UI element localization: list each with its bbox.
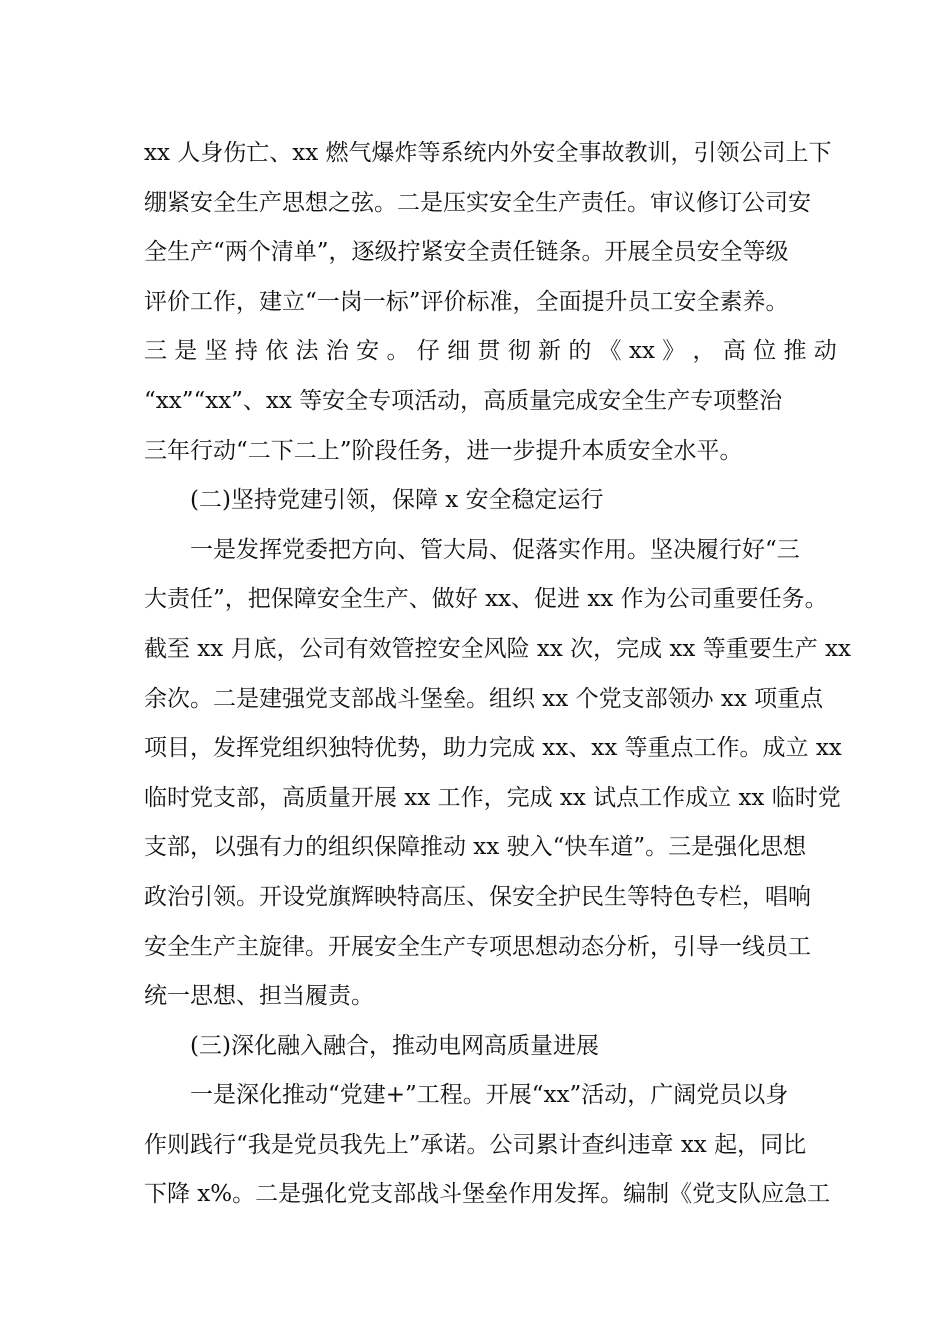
text-line: 临时党支部，高质量开展 xx 工作，完成 xx 试点工作成立 xx 临时党 — [144, 784, 841, 811]
text-line: 截至 xx 月底，公司有效管控安全风险 xx 次，完成 xx 等重要生产 xx — [144, 635, 851, 662]
text-line: 项目，发挥党组织独特优势，助力完成 xx、xx 等重点工作。成立 xx — [144, 735, 842, 762]
text-line: 三年行动“二下二上”阶段任务，进一步提升本质安全水平。 — [144, 437, 743, 464]
text-line: 一是发挥党委把方向、管大局、促落实作用。坚决履行好“三 — [190, 536, 800, 563]
text-line: 下降 x%。二是强化党支部战斗堡垒作用发挥。编制《党支队应急工 — [144, 1181, 831, 1208]
paragraph-2 — [144, 526, 851, 1022]
section-heading-2: (二)坚持党建引领，保障 x 安全稳定运行 — [190, 487, 604, 514]
text-line: 一是深化推动“党建+”工程。开展“xx”活动，广阔党员以身 — [190, 1082, 789, 1109]
text-line: 支部，以强有力的组织保障推动 xx 驶入“快车道”。三是强化思想 — [144, 834, 807, 861]
text-line: 大责任”，把保障安全生产、做好 xx、促进 xx 作为公司重要任务。 — [144, 586, 828, 613]
text-line: 安全生产主旋律。开展安全生产专项思想动态分析，引导一线员工 — [144, 933, 811, 960]
text-line: 作则践行“我是党员我先上”承诺。公司累计查纠违章 xx 起，同比 — [144, 1131, 807, 1158]
text-line: 余次。二是建强党支部战斗堡垒。组织 xx 个党支部领办 xx 项重点 — [144, 685, 824, 712]
text-line: “xx”“xx”、xx 等安全专项活动，高质量完成安全生产专项整治 — [144, 387, 783, 414]
document-body — [144, 129, 851, 1220]
paragraph-3 — [144, 1071, 831, 1220]
text-line: 统一思想、担当履责。 — [144, 983, 374, 1010]
section-heading-3: (三)深化融入融合，推动电网高质量进展 — [190, 1032, 599, 1059]
text-line: 政治引领。开设党旗辉映特高压、保安全护民生等特色专栏，唱响 — [144, 883, 811, 910]
paragraph-1 — [144, 129, 837, 476]
text-line: xx 人身伤亡、xx 燃气爆炸等系统内外安全事故教训，引领公司上下 — [144, 140, 832, 166]
text-line: 绷紧安全生产思想之弦。二是压实安全生产责任。审议修订公司安 — [144, 189, 811, 216]
text-line: 三 是 坚 持 依 法 治 安 。 仔 细 贯 彻 新 的 《 xx 》 ， 高 位 推 动 — [144, 338, 837, 365]
text-line: 全生产“两个清单”，逐级拧紧安全责任链条。开展全员安全等级 — [144, 239, 789, 266]
text-line: 评价工作，建立“一岗一标”评价标准，全面提升员工安全素养。 — [144, 288, 789, 315]
